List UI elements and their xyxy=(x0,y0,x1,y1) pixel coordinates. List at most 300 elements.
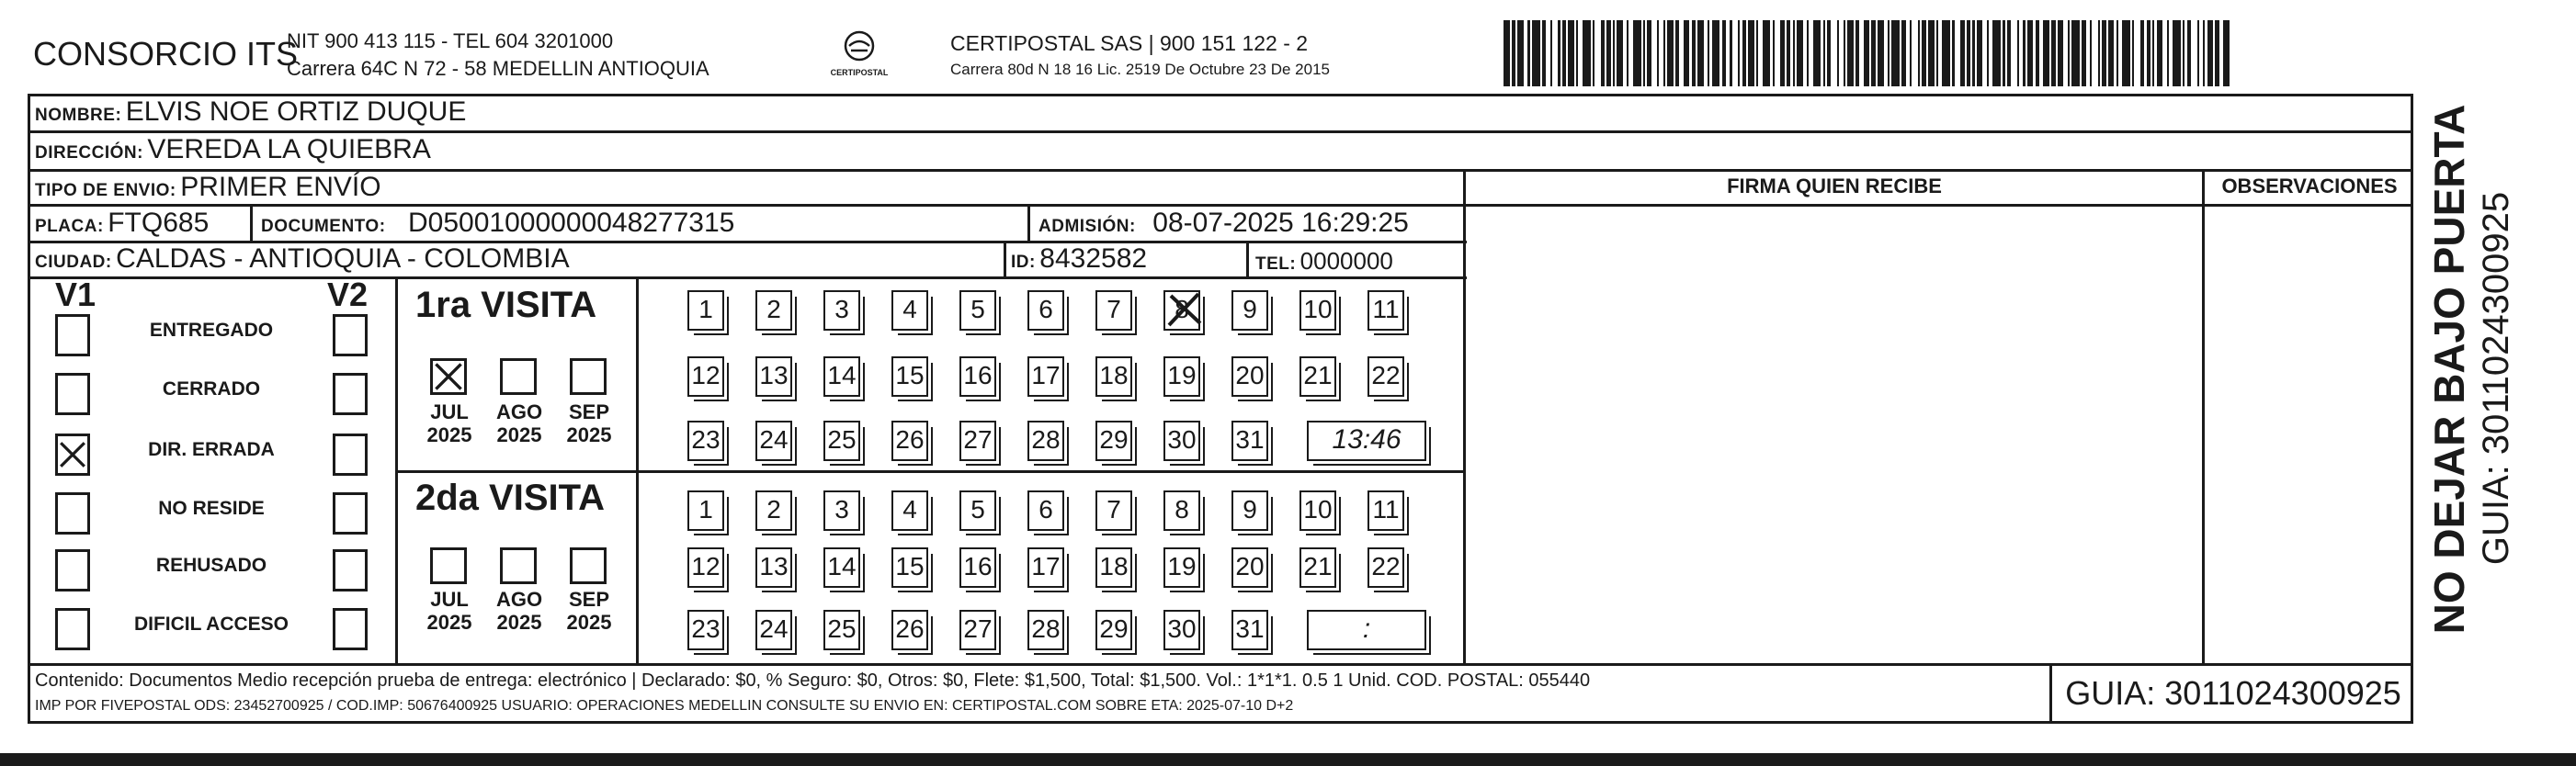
day-number: 2 xyxy=(766,495,781,524)
visit1-day-box[interactable] xyxy=(1231,421,1268,461)
barcode-bar xyxy=(2207,20,2214,86)
day-number: 22 xyxy=(1371,552,1401,580)
visit2-day-box[interactable] xyxy=(891,610,928,650)
v1-checkbox[interactable] xyxy=(55,549,90,591)
barcode-bar xyxy=(1568,20,1574,86)
barcode-bar xyxy=(1550,20,1552,86)
certipostal-info: CERTIPOSTAL SAS | 900 151 122 - 2 xyxy=(950,31,1309,55)
day-number: 31 xyxy=(1235,425,1265,454)
barcode-bar xyxy=(1987,20,1989,86)
barcode-bar xyxy=(1847,20,1854,86)
v2-checkbox[interactable] xyxy=(333,314,368,356)
day-number: 1 xyxy=(698,495,713,524)
visit2-day-box[interactable] xyxy=(755,490,792,531)
day-number: 6 xyxy=(1038,295,1053,323)
ciudad-value: CALDAS - ANTIOQUIA - COLOMBIA xyxy=(116,243,570,274)
visit2-month-checkbox[interactable] xyxy=(430,547,467,584)
admision-value: 08-07-2025 16:29:25 xyxy=(1152,208,1409,238)
visit2-day-box[interactable] xyxy=(891,490,928,531)
barcode-bar xyxy=(1844,20,1845,86)
visit2-day-box[interactable] xyxy=(823,547,860,588)
visit1-day-box[interactable] xyxy=(1163,421,1200,461)
visit2-day-box[interactable] xyxy=(959,610,996,650)
visit2-day-box[interactable] xyxy=(1231,490,1268,531)
day-number: 10 xyxy=(1303,295,1333,323)
barcode-bar xyxy=(1657,20,1659,86)
day-number: 20 xyxy=(1235,552,1265,580)
v1-checkbox[interactable] xyxy=(55,314,90,356)
direccion-row xyxy=(35,133,431,171)
x-mark-icon xyxy=(1162,288,1206,332)
firma-area[interactable] xyxy=(1467,206,2200,661)
nombre-value: ELVIS NOE ORTIZ DUQUE xyxy=(125,96,467,127)
barcode-bar xyxy=(1942,20,1950,86)
v1-header: V1 xyxy=(55,276,96,313)
visit1-day-box[interactable] xyxy=(823,356,860,397)
month-name: AGO xyxy=(495,588,543,611)
barcode-bar xyxy=(2173,20,2181,86)
visit1-day-box[interactable] xyxy=(1163,356,1200,397)
visit1-day-box[interactable] xyxy=(1367,290,1404,331)
certipostal-logo-text: CERTIPOSTAL xyxy=(830,68,889,77)
day-number: 13 xyxy=(759,361,789,389)
day-number: 13 xyxy=(759,552,789,580)
barcode-bar xyxy=(1601,20,1605,86)
visit2-day-box[interactable] xyxy=(1027,547,1064,588)
barcode-bar xyxy=(1901,20,1905,86)
visit1-day-box[interactable] xyxy=(891,290,928,331)
barcode-bar xyxy=(1827,20,1831,86)
visit1-day-box[interactable] xyxy=(1027,356,1064,397)
barcode-bar xyxy=(1576,20,1578,86)
barcode-bar xyxy=(1558,20,1560,86)
barcode-bar xyxy=(2167,20,2169,86)
visit2-day-box[interactable] xyxy=(687,547,724,588)
barcode-bar xyxy=(1793,20,1795,86)
x-mark-icon xyxy=(433,361,464,392)
barcode-bar xyxy=(1807,20,1809,86)
barcode xyxy=(1504,20,2230,86)
tel-label: TEL: xyxy=(1255,254,1297,274)
barcode-bar xyxy=(1647,20,1651,86)
day-number: 9 xyxy=(1243,495,1257,524)
day-number: 22 xyxy=(1371,361,1401,389)
day-number: 25 xyxy=(827,425,857,454)
certipostal-logo xyxy=(827,26,891,83)
day-number: 26 xyxy=(895,425,925,454)
day-number: 7 xyxy=(1106,495,1121,524)
v2-checkbox[interactable] xyxy=(333,549,368,591)
visit2-day-box[interactable] xyxy=(1367,490,1404,531)
visit1-day-box[interactable] xyxy=(1163,290,1200,331)
barcode-bar xyxy=(1527,20,1529,86)
id-row xyxy=(1011,242,1147,280)
day-number: 15 xyxy=(895,552,925,580)
nombre-label: NOMBRE: xyxy=(35,106,122,125)
visit1-month-checkbox[interactable] xyxy=(570,358,607,395)
visit2-title: 2da VISITA xyxy=(415,478,605,518)
barcode-bar xyxy=(2223,20,2230,86)
barcode-bar xyxy=(1837,20,1839,86)
visit2-day-box[interactable] xyxy=(1163,547,1200,588)
barcode-bar xyxy=(2187,20,2191,86)
day-number: 2 xyxy=(766,295,781,323)
visit1-month-checkbox[interactable] xyxy=(430,358,467,395)
visit2-day-box[interactable] xyxy=(1163,490,1200,531)
barcode-bar xyxy=(2147,20,2150,86)
visit2-day-box[interactable] xyxy=(1095,610,1132,650)
barcode-bar xyxy=(2043,20,2049,86)
barcode-bar xyxy=(2023,20,2025,86)
day-number: 5 xyxy=(970,295,985,323)
day-number: 24 xyxy=(759,614,789,643)
visit1-day-box[interactable] xyxy=(687,356,724,397)
day-number: 21 xyxy=(1303,361,1333,389)
barcode-bar xyxy=(1627,20,1628,86)
visit2-day-box[interactable] xyxy=(823,610,860,650)
v1-checkbox[interactable] xyxy=(55,434,90,476)
company-nit: NIT 900 413 115 - TEL 604 3201000 xyxy=(287,29,614,52)
direccion-value: VEREDA LA QUIEBRA xyxy=(147,134,431,164)
month-year: 2025 xyxy=(426,423,472,446)
barcode-bar xyxy=(2027,20,2034,86)
month-name: AGO xyxy=(495,400,543,423)
tipo-envio-label: TIPO DE ENVIO: xyxy=(35,181,176,200)
barcode-bar xyxy=(2003,20,2004,86)
day-number: 10 xyxy=(1303,495,1333,524)
barcode-bar xyxy=(1871,20,1875,86)
x-mark-icon xyxy=(58,436,87,473)
status-label: NO RESIDE xyxy=(158,498,265,519)
day-number: 12 xyxy=(691,361,721,389)
v1-checkbox[interactable] xyxy=(55,492,90,535)
visit1-day-box[interactable] xyxy=(1231,356,1268,397)
day-number: 26 xyxy=(895,614,925,643)
barcode-bar xyxy=(2058,20,2064,86)
barcode-bar xyxy=(2203,20,2205,86)
barcode-bar xyxy=(1692,20,1696,86)
barcode-bar xyxy=(1722,20,1726,86)
visit2-day-box[interactable] xyxy=(1095,547,1132,588)
day-number: 24 xyxy=(759,425,789,454)
visit2-day-box[interactable] xyxy=(1095,490,1132,531)
month-name: JUL xyxy=(430,400,469,423)
visit1-day-box[interactable] xyxy=(687,290,724,331)
footer-guia: GUIA: 3011024300925 xyxy=(2065,674,2401,712)
visit1-month-label xyxy=(557,400,621,446)
visit2-day-box[interactable] xyxy=(1163,610,1200,650)
day-number: 3 xyxy=(834,295,849,323)
barcode-bar xyxy=(1891,20,1900,86)
day-number: 29 xyxy=(1099,614,1129,643)
barcode-bar xyxy=(1643,20,1645,86)
documento-label: DOCUMENTO: xyxy=(261,217,386,236)
visit1-month-label xyxy=(487,400,551,446)
visit2-day-box[interactable] xyxy=(1027,490,1064,531)
visit2-time-box[interactable]: : xyxy=(1307,610,1426,650)
day-number: 7 xyxy=(1106,295,1121,323)
v2-checkbox[interactable] xyxy=(333,434,368,476)
visit2-day-box[interactable] xyxy=(687,610,724,650)
side-guia: GUIA: 3011024300925 xyxy=(2476,191,2516,566)
month-name: SEP xyxy=(568,400,610,423)
no-dejar-bajo-puerta: NO DEJAR BAJO PUERTA xyxy=(2425,104,2473,635)
visit1-day-box[interactable] xyxy=(1231,290,1268,331)
barcode-bar xyxy=(2183,20,2184,86)
barcode-bar xyxy=(1977,20,1983,86)
visit1-day-box[interactable] xyxy=(959,421,996,461)
barcode-bar xyxy=(1763,20,1771,86)
visit1-day-box[interactable] xyxy=(959,356,996,397)
barcode-bar xyxy=(2122,20,2130,86)
day-number: 1 xyxy=(698,295,713,323)
day-number: 23 xyxy=(691,425,721,454)
visit1-day-box[interactable] xyxy=(1299,290,1336,331)
observaciones-header: OBSERVACIONES xyxy=(2221,175,2398,197)
firma-header: FIRMA QUIEN RECIBE xyxy=(1727,175,1942,197)
company-address: Carrera 64C N 72 - 58 MEDELLIN ANTIOQUIA xyxy=(287,57,709,80)
visit2-month-label xyxy=(487,588,551,634)
visit1-day-box[interactable] xyxy=(1027,290,1064,331)
status-label: ENTREGADO xyxy=(149,320,274,341)
barcode-bar xyxy=(1918,20,1920,86)
observaciones-area[interactable] xyxy=(2206,206,2411,661)
day-number: 25 xyxy=(827,614,857,643)
direccion-label: DIRECCIÓN: xyxy=(35,143,143,163)
barcode-bar xyxy=(1748,20,1754,86)
barcode-bar xyxy=(1738,20,1740,86)
barcode-bar xyxy=(2051,20,2055,86)
day-number: 17 xyxy=(1031,361,1061,389)
day-number: 30 xyxy=(1167,425,1197,454)
tel-row xyxy=(1255,244,1393,282)
visit2-day-box[interactable] xyxy=(755,547,792,588)
barcode-bar xyxy=(1617,20,1623,86)
visit1-day-box[interactable] xyxy=(823,290,860,331)
visit1-day-box[interactable] xyxy=(1027,421,1064,461)
barcode-bar xyxy=(1967,20,1970,86)
barcode-bar xyxy=(2152,20,2154,86)
visit2-month-label xyxy=(417,588,482,634)
day-number: 4 xyxy=(902,495,917,524)
day-number: 20 xyxy=(1235,361,1265,389)
visit1-day-box[interactable] xyxy=(891,421,928,461)
day-number: 8 xyxy=(1175,495,1189,524)
barcode-bar xyxy=(1960,20,1964,86)
day-number: 27 xyxy=(963,425,993,454)
v1-checkbox[interactable] xyxy=(55,608,90,650)
barcode-bar xyxy=(1663,20,1665,86)
barcode-bar xyxy=(1708,20,1709,86)
barcode-bar xyxy=(2068,20,2070,86)
tel-value: 0000000 xyxy=(1299,247,1393,275)
barcode-bar xyxy=(2036,20,2039,86)
visit2-month-checkbox[interactable] xyxy=(570,547,607,584)
day-number: 16 xyxy=(963,552,993,580)
visit1-day-box[interactable] xyxy=(1095,290,1132,331)
placa-value: FTQ685 xyxy=(108,208,210,238)
visit2-day-box[interactable] xyxy=(891,547,928,588)
day-number: 17 xyxy=(1031,552,1061,580)
barcode-bar xyxy=(1992,20,2001,86)
documento-value: D05001000000048277315 xyxy=(408,208,735,238)
visit1-month-checkbox[interactable] xyxy=(500,358,537,395)
barcode-bar xyxy=(1562,20,1566,86)
visit1-day-box[interactable] xyxy=(687,421,724,461)
visit2-day-box[interactable] xyxy=(1299,490,1336,531)
barcode-bar xyxy=(1730,20,1731,86)
status-label: DIFICIL ACCESO xyxy=(133,614,289,635)
day-number: 21 xyxy=(1303,552,1333,580)
visit1-day-box[interactable] xyxy=(1299,356,1336,397)
day-number: 11 xyxy=(1372,495,1400,524)
visit2-month-label xyxy=(557,588,621,634)
visit2-day-box[interactable] xyxy=(1231,547,1268,588)
day-number: 5 xyxy=(970,495,985,524)
documento-row xyxy=(261,207,734,244)
day-number: 19 xyxy=(1167,361,1197,389)
visit2-day-box[interactable] xyxy=(687,490,724,531)
day-number: 12 xyxy=(691,552,721,580)
visit2-day-box[interactable] xyxy=(1231,610,1268,650)
barcode-bar xyxy=(1888,20,1889,86)
status-label: CERRADO xyxy=(162,378,261,400)
visit2-day-box[interactable] xyxy=(959,490,996,531)
day-number: 30 xyxy=(1167,614,1197,643)
day-number: 14 xyxy=(827,361,857,389)
admision-row xyxy=(1038,207,1409,244)
day-number: 14 xyxy=(827,552,857,580)
barcode-bar xyxy=(2082,20,2085,86)
barcode-bar xyxy=(1532,20,1540,86)
visit2-day-box[interactable] xyxy=(1027,610,1064,650)
barcode-bar xyxy=(1517,20,1524,86)
id-label: ID: xyxy=(1011,253,1036,272)
barcode-bar xyxy=(2140,20,2144,86)
v2-checkbox[interactable] xyxy=(333,492,368,535)
v2-header: V2 xyxy=(327,276,369,313)
visit1-month-label xyxy=(417,400,482,446)
barcode-bar xyxy=(2017,20,2019,86)
visit1-day-box[interactable] xyxy=(959,290,996,331)
visit1-day-box[interactable] xyxy=(1367,356,1404,397)
barcode-bar xyxy=(2157,20,2163,86)
day-number: 18 xyxy=(1099,552,1129,580)
barcode-bar xyxy=(1855,20,1859,86)
tipo-envio-row xyxy=(35,171,381,208)
tipo-envio-value: PRIMER ENVÍO xyxy=(180,172,381,202)
company-name: CONSORCIO ITS xyxy=(33,35,299,73)
barcode-bar xyxy=(1813,20,1821,86)
barcode-bar xyxy=(1583,20,1591,86)
visit1-day-box[interactable] xyxy=(891,356,928,397)
barcode-bar xyxy=(1742,20,1746,86)
barcode-bar xyxy=(1928,20,1935,86)
barcode-bar xyxy=(2071,20,2080,86)
barcode-bar xyxy=(1780,20,1784,86)
day-number: 28 xyxy=(1031,425,1061,454)
visit2-day-box[interactable] xyxy=(1367,547,1404,588)
ciudad-row xyxy=(35,242,570,280)
visit2-day-box[interactable] xyxy=(1299,547,1336,588)
barcode-bar xyxy=(1972,20,1974,86)
day-number: 31 xyxy=(1235,614,1265,643)
bottom-edge xyxy=(0,753,2576,766)
visit1-day-box[interactable] xyxy=(823,421,860,461)
v2-checkbox[interactable] xyxy=(333,373,368,415)
side-text xyxy=(2415,94,2571,724)
barcode-bar xyxy=(1823,20,1825,86)
month-year: 2025 xyxy=(496,611,542,634)
barcode-bar xyxy=(1878,20,1884,86)
day-number: 15 xyxy=(895,361,925,389)
barcode-bar xyxy=(2007,20,2011,86)
day-number: 9 xyxy=(1243,295,1257,323)
v1-checkbox[interactable] xyxy=(55,373,90,415)
barcode-bar xyxy=(1697,20,1704,86)
barcode-bar xyxy=(1504,20,1510,86)
day-number: 28 xyxy=(1031,614,1061,643)
day-number: 23 xyxy=(691,614,721,643)
day-number: 11 xyxy=(1372,295,1400,323)
barcode-bar xyxy=(1512,20,1515,86)
barcode-bar xyxy=(1613,20,1615,86)
placa-label: PLACA: xyxy=(35,217,104,236)
barcode-bar xyxy=(1952,20,1954,86)
month-name: JUL xyxy=(430,588,469,611)
footer-contenido: Contenido: Documentos Medio recepción prueba de entrega: electrónico | Declarado: $0, % Seguro: $0, Otros: $0, Flete: $1,500, Total: $1,500. Vol.: 1*1*1. 0.5 1 Unid. COD. POSTAL: 055440 xyxy=(35,670,1591,691)
certipostal-license: Carrera 80d N 18 16 Lic. 2519 De Octubre 23 De 2015 xyxy=(950,61,1330,78)
visit2-month-checkbox[interactable] xyxy=(500,547,537,584)
day-number: 4 xyxy=(902,295,917,323)
barcode-bar xyxy=(2102,20,2105,86)
barcode-bar xyxy=(1675,20,1679,86)
barcode-bar xyxy=(1797,20,1803,86)
barcode-bar xyxy=(1542,20,1546,86)
admision-label: ADMISIÓN: xyxy=(1038,217,1136,236)
ciudad-label: CIUDAD: xyxy=(35,253,112,272)
barcode-bar xyxy=(1593,20,1594,86)
barcode-bar xyxy=(1667,20,1674,86)
month-year: 2025 xyxy=(426,611,472,634)
visit1-time-box[interactable]: 13:46 xyxy=(1307,421,1426,461)
v2-checkbox[interactable] xyxy=(333,608,368,650)
barcode-bar xyxy=(2197,20,2199,86)
visit1-day-box[interactable] xyxy=(755,421,792,461)
visit2-day-box[interactable] xyxy=(755,610,792,650)
barcode-bar xyxy=(2116,20,2118,86)
status-label: DIR. ERRADA xyxy=(148,439,275,460)
visit2-day-box[interactable] xyxy=(959,547,996,588)
barcode-bar xyxy=(1684,20,1690,86)
barcode-bar xyxy=(1910,20,1912,86)
barcode-bar xyxy=(2108,20,2115,86)
visit1-day-box[interactable] xyxy=(1095,421,1132,461)
barcode-bar xyxy=(2090,20,2092,86)
day-number: 8 xyxy=(1175,295,1189,323)
id-value: 8432582 xyxy=(1039,243,1148,274)
barcode-bar xyxy=(1936,20,1938,86)
day-number: 16 xyxy=(963,361,993,389)
visit1-day-box[interactable] xyxy=(755,356,792,397)
barcode-bar xyxy=(1633,20,1641,86)
placa-row xyxy=(35,207,209,244)
barcode-bar xyxy=(2098,20,2100,86)
day-number: 19 xyxy=(1167,552,1197,580)
visit1-day-box[interactable] xyxy=(1095,356,1132,397)
visit2-day-box[interactable] xyxy=(823,490,860,531)
visit1-day-box[interactable] xyxy=(755,290,792,331)
